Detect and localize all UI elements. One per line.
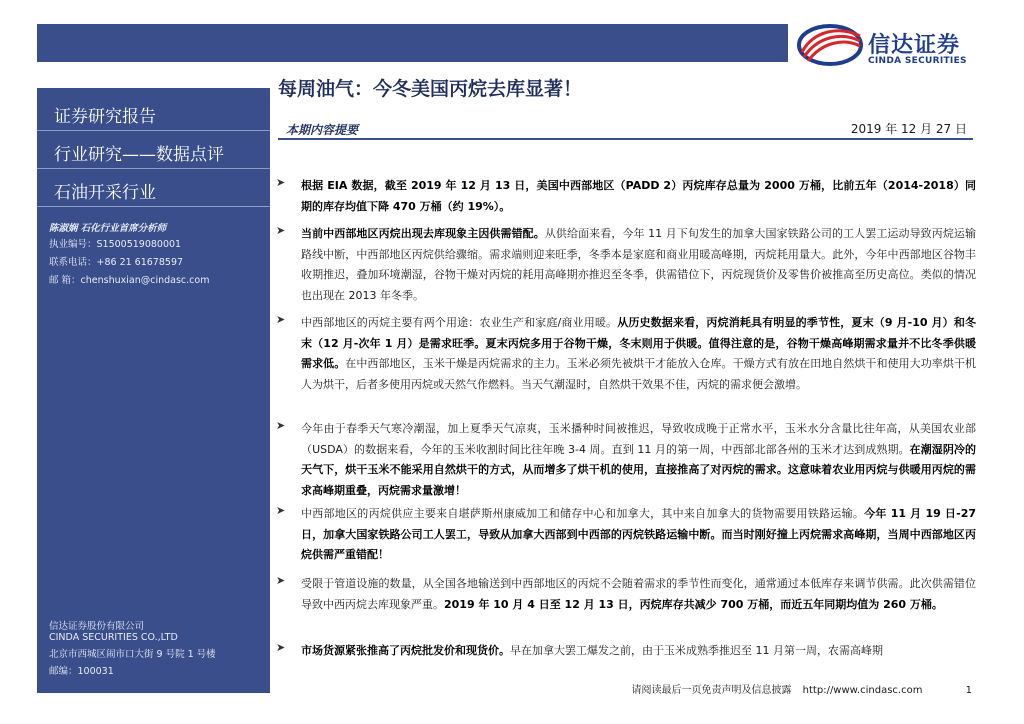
- header-rule: [278, 138, 973, 140]
- bullet-segment: 在中西部地区，玉米干燥是丙烷需求的主力。玉米必须先被烘干才能放入仓库。干燥方式有放在田地自然烘干和使用大功率烘干机人为烘干，后者多使用丙烷或天然气作燃料。当天气潮湿时，自然烘干效果不佳，丙烷的需求便会激增。: [301, 357, 977, 391]
- sidebar-divider: [37, 168, 270, 169]
- sidebar-divider: [37, 206, 270, 207]
- arrow-bullet-icon: ➤: [276, 419, 286, 432]
- footer-url[interactable]: http://www.cindasc.com: [802, 685, 923, 696]
- bullet-segment: 从供给面来看，今年 11 月下旬发生的加拿大国家铁路公司的工人罢工运动导致丙烷运输路线中断，中西部地区丙烷供给骤缩。需求端则迎来旺季，冬季本是家庭和商业用暖高峰期，丙烷耗用量大。此外，今年中西部地区谷物丰收期推迟，叠加环境潮湿，谷物干燥对丙烷的耗用高峰期亦推迟至冬季，供需错位下，丙烷现货价及零售价被推高至历史高位。类似的情况也出现在 2013 年冬季。: [301, 227, 976, 302]
- bullet-segment: 受限于管道设施的数量，从全国各地输送到中西部地区的丙烷不会随着需求的季节性而变化，通常通过本低库存来调节供需。此次供需错位导致中西丙烷去库现象严重。: [301, 577, 976, 611]
- analyst-phone: 联系电话：+86 21 61678597: [49, 257, 184, 268]
- company-postcode: 邮编：100031: [49, 666, 114, 677]
- bullet-segment: 今年由于春季天气寒冷潮湿，加上夏季天气凉爽，玉米播种时间被推迟，导致收成晚于正常水平，玉米水分含量比往年高，从美国农业部（USDA）的数据来看，今年的玉米收割时间比往年晚 3-4 周。直到 11 月的第一周，中西部北部各州的玉米才达到成熟期。: [301, 422, 976, 456]
- report-category: 行业研究——数据点评: [54, 145, 224, 165]
- bullet-text: [301, 313, 976, 395]
- list-item: [276, 224, 976, 306]
- page-title: 每周油气：今冬美国丙烷去库显著！: [278, 78, 583, 100]
- company-address: 北京市西城区闹市口大街 9 号院 1 号楼: [49, 649, 216, 660]
- arrow-bullet-icon: ➤: [276, 504, 286, 517]
- bullet-text: [301, 224, 976, 306]
- bullet-bold-segment: 在潮湿阴冷的天气下，烘干玉米不能采用自然烘干的方式，从而增多了烘干机的使用，直接推高了对丙烷的需求。这意味着农业用丙烷与供暖用丙烷的需求高峰期重叠，丙烷需求量激增！: [301, 442, 976, 497]
- sidebar: [37, 88, 270, 693]
- cinda-swoosh-icon: [796, 22, 864, 68]
- header-banner: [37, 24, 788, 62]
- list-item: [276, 313, 976, 395]
- page-footer: [631, 681, 972, 696]
- bullet-text: [301, 641, 976, 662]
- list-item: [276, 574, 976, 615]
- arrow-bullet-icon: ➤: [276, 313, 286, 326]
- bullet-segment: 中西部地区的丙烷主要有两个用途：农业生产和家庭/商业用暖。: [301, 316, 618, 329]
- bullet-bold-segment: 今年 11 月 19 日-27 日，加拿大国家铁路公司工人罢工，导致从加拿大西部到中西部的丙烷铁路运输中断。而当时刚好撞上丙烷需求高峰期，当周中西部地区丙烷供需严重错配！: [301, 507, 976, 561]
- analyst-license: 执业编号：S1500519080001: [49, 239, 182, 250]
- report-type: 证券研究报告: [54, 107, 156, 127]
- page-number: 1: [965, 685, 972, 696]
- company-en: CINDA SECURITIES CO.,LTD: [49, 632, 178, 643]
- list-item: [276, 419, 976, 501]
- company-cn: 信达证券股份有限公司: [49, 621, 145, 632]
- footer-disclaimer: 请阅读最后一页免责声明及信息披露: [631, 685, 792, 696]
- bullet-text: [301, 419, 976, 501]
- bullet-bold-segment: 从历史数据来看，丙烷消耗具有明显的季节性，夏末（9 月-10 月）和冬末（12 月-次年 1 月）是需求旺季。夏末丙烷多用于谷物干燥，冬末则用于供暖。值得注意的是，谷物干燥高峰期需求量并不比冬季供暖需求低。: [301, 316, 976, 370]
- list-item: [276, 504, 976, 566]
- list-item: [276, 176, 976, 217]
- bullet-text: [301, 504, 976, 566]
- bullet-segment: 中西部地区的丙烷供应主要来自堪萨斯州康威加工和储存中心和加拿大，其中来自加拿大的货物需要用铁路运输。: [301, 507, 865, 520]
- bullet-segment: 早在加拿大罢工爆发之前，由于玉米成熟季推迟至 11 月第一周，农需高峰期: [510, 644, 883, 657]
- industry-name: 石油开采行业: [54, 183, 156, 203]
- arrow-bullet-icon: ➤: [276, 176, 286, 189]
- list-item: [276, 641, 976, 662]
- sidebar-divider: [37, 130, 270, 131]
- bullet-text: [301, 574, 976, 615]
- arrow-bullet-icon: ➤: [276, 574, 286, 587]
- arrow-bullet-icon: ➤: [276, 641, 286, 654]
- logo-cn-text: 信达证券: [868, 33, 961, 58]
- summary-label: 本期内容提要: [286, 123, 359, 137]
- bullet-text: [301, 176, 976, 217]
- analyst-email: 邮 箱：chenshuxian@cindasc.com: [49, 275, 210, 286]
- cinda-logo: [796, 20, 976, 72]
- bullet-bold-segment: 市场货源紧张推高了丙烷批发价和现货价。: [301, 644, 510, 657]
- analyst-name: 陈淑娴 石化行业首席分析师: [49, 223, 167, 234]
- bullet-bold-segment: 2019 年 10 月 4 日至 12 月 13 日，丙烷库存共减少 700 万桶，而近五年同期均值为 260 万桶。: [444, 597, 943, 611]
- logo-en-text: CINDA SECURITIES: [868, 56, 967, 66]
- report-date: 2019 年 12 月 27 日: [850, 122, 967, 136]
- bullet-bold-segment: 根据 EIA 数据，截至 2019 年 12 月 13 日，美国中西部地区（PADD 2）丙烷库存总量为 2000 万桶，比前五年（2014-2018）同期的库存均值下降 470 万桶（约 19%）。: [301, 179, 976, 213]
- arrow-bullet-icon: ➤: [276, 224, 286, 237]
- bullet-bold-segment: 当前中西部地区丙烷出现去库现象主因供需错配。: [301, 227, 545, 240]
